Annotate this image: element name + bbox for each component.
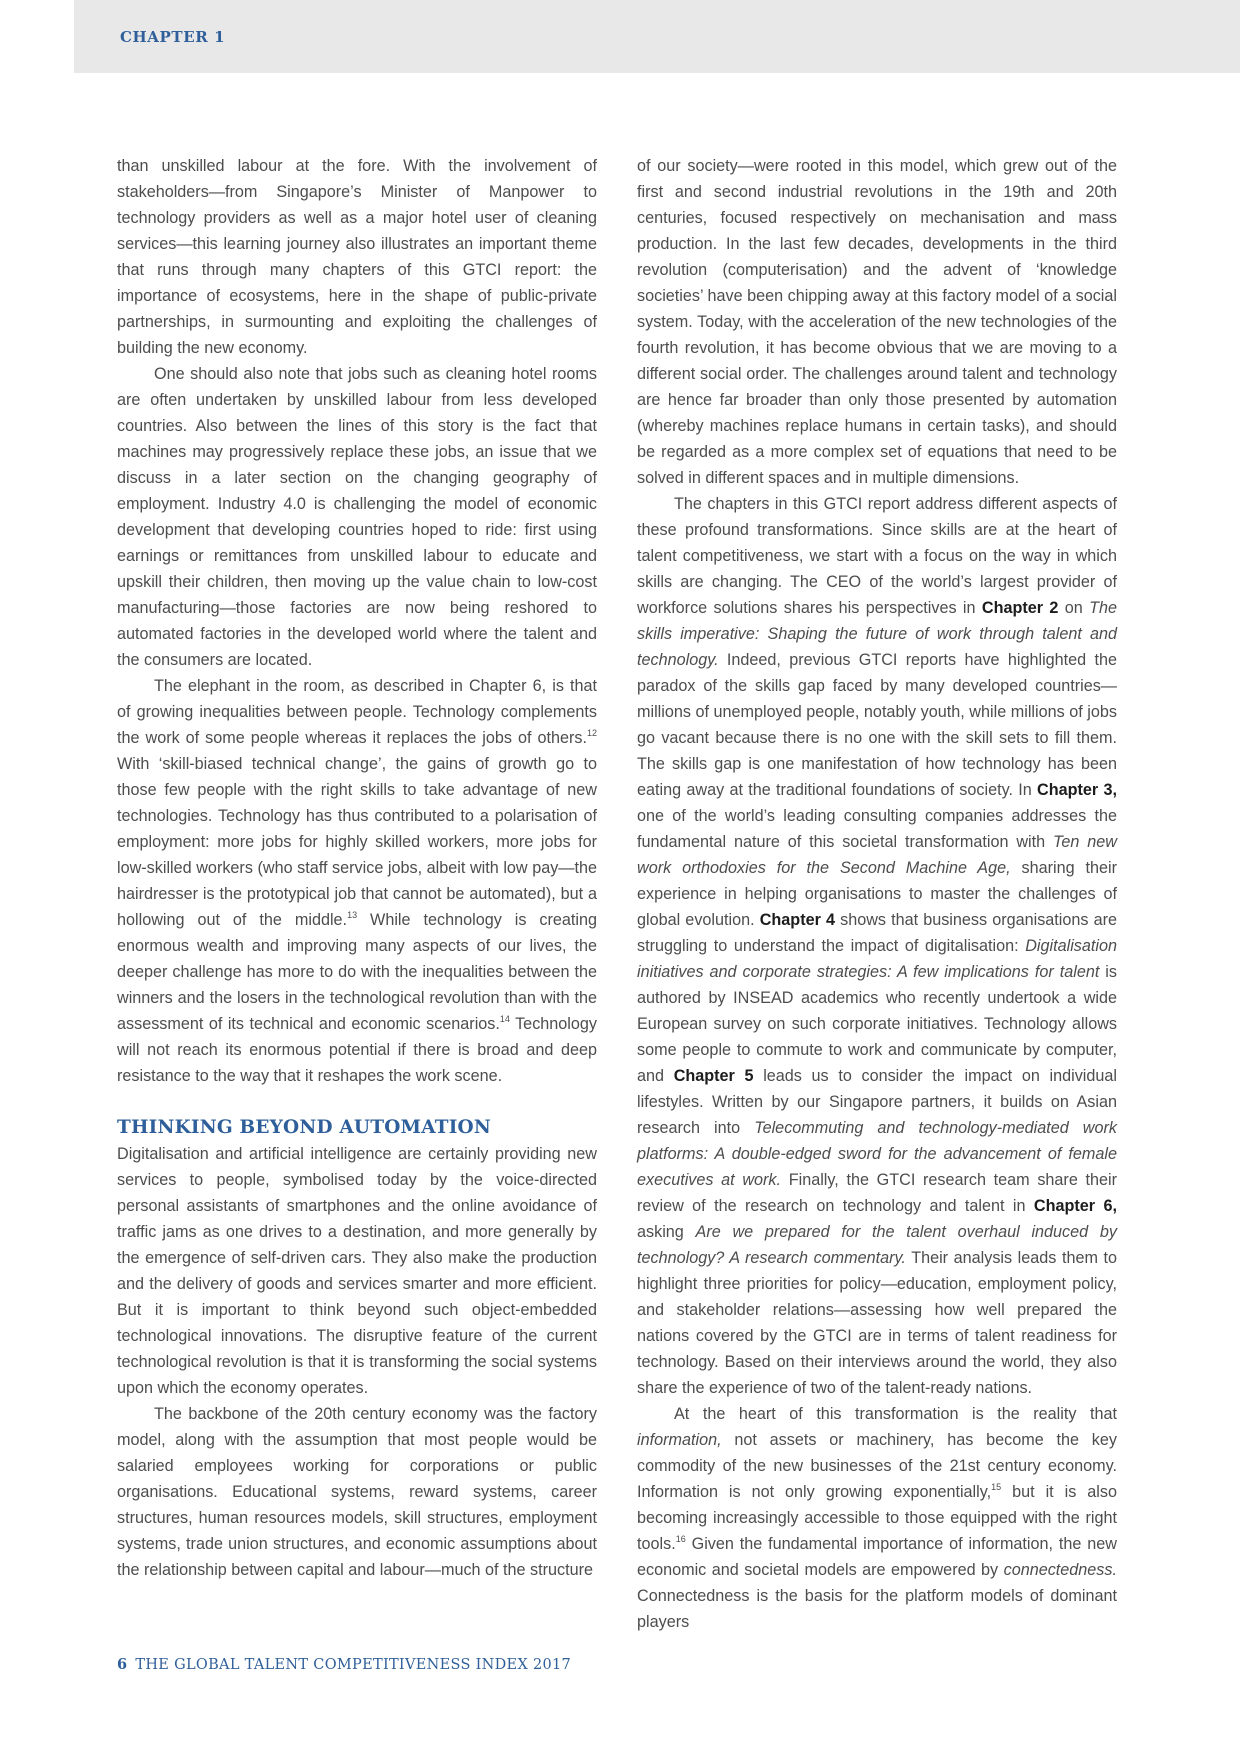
section-heading: THINKING BEYOND AUTOMATION xyxy=(117,1117,491,1138)
chapter-ref: Chapter 2 xyxy=(981,599,1059,617)
text-run: on xyxy=(1058,599,1090,617)
emphasis: information, xyxy=(637,1431,722,1449)
footnote-ref: 14 xyxy=(499,1013,510,1024)
footnote-ref: 15 xyxy=(991,1481,1002,1492)
chapter-ref: Chapter 5 xyxy=(673,1067,754,1085)
left-column xyxy=(117,153,597,1583)
chapter-label: CHAPTER 1 xyxy=(120,28,226,46)
chapter-ref: Chapter 6, xyxy=(1033,1197,1117,1215)
text-run: Their analysis leads them to highlight three priorities for policy—education, employment policy, and stakeholder relations—assessing how well prepared the nations covered by the GTCI are in terms of talent readiness for technology. Based on their interviews around the world, they also share the experience of two of the talent-ready nations. xyxy=(637,1249,1117,1397)
text-run: sharing their experience in helping organisations to master the challenges of global evolution. xyxy=(637,859,1118,929)
chapter-title: The skills imperative: Shaping the future of work through talent and technology. xyxy=(637,599,1117,669)
text-run: not assets or machinery, has become the key commodity of the new businesses of the 21st century economy. Information is not only growing exponentially, xyxy=(637,1431,1117,1501)
chapter-title: Ten new work orthodoxies for the Second Machine Age, xyxy=(637,833,1117,877)
publication-title: THE GLOBAL TALENT COMPETITIVENESS INDEX 2017 xyxy=(135,1657,572,1673)
chapter-ref: Chapter 3, xyxy=(1037,781,1117,799)
text-run: leads us to consider the impact on individual lifestyles. Written by our Singapore partners, it builds on Asian research into xyxy=(637,1067,1118,1137)
text-run: At the heart of this transformation is the reality that xyxy=(674,1405,1117,1423)
footnote-ref: 13 xyxy=(347,909,358,920)
text-run: Given the fundamental importance of information, the new economic and societal models are empowered by xyxy=(637,1535,1117,1579)
text-run: Indeed, previous GTCI reports have highlighted the paradox of the skills gap faced by many developed countries—millions of unemployed people, notably youth, while millions of jobs go vacant because there is no one with the skill sets to fill them. The skills gap is one manifestation of how technology has been eating away at the traditional foundations of society. In xyxy=(637,651,1117,799)
chapter-ref: Chapter 4 xyxy=(759,911,835,929)
paragraph: Digitalisation and artificial intelligence are certainly providing new services to people, symbolised today by the voice-directed personal assistants of smartphones and the online avoidance of traffic jams as one drives to a destination, and more generally by the emergence of self-driven cars. They also make the production and the delivery of goods and services smarter and more efficient. But it is important to think beyond such object-embedded technological innovations. The disruptive feature of the current technological revolution is that it is transforming the social systems upon which the economy operates. xyxy=(117,1145,597,1397)
text-run: Technology will not reach its enormous potential if there is broad and deep resistance to the way that it reshapes the work scene. xyxy=(117,1015,597,1085)
text-run: one of the world’s leading consulting companies addresses the fundamental nature of this societal transformation with xyxy=(637,807,1117,851)
text-run: While technology is creating enormous wealth and improving many aspects of our lives, the deeper challenge has more to do with the inequalities between the winners and the losers in the technological revolution than with the assessment of its technical and economic scenarios. xyxy=(117,911,598,1033)
paragraph xyxy=(637,1401,1117,1635)
paragraph xyxy=(637,491,1117,1401)
page-footer xyxy=(117,1656,571,1673)
text-run: The elephant in the room, as described in Chapter 6, is that of growing inequalities between people. Technology complements the work of some people whereas it replaces the jobs of others. xyxy=(117,677,597,747)
page-number: 6 xyxy=(117,1656,128,1673)
text-run: is authored by INSEAD academics who recently undertook a wide European survey on such corporate initiatives. Technology allows some people to commute to work and communicate by computer, and xyxy=(637,963,1117,1085)
text-run: but it is also becoming increasingly accessible to those equipped with the right tools. xyxy=(637,1483,1117,1553)
chapter-title: Are we prepared for the talent overhaul induced by technology? A research commentary. xyxy=(637,1223,1117,1267)
text-run: Connectedness is the basis for the platform models of dominant players xyxy=(637,1587,1117,1631)
paragraph: One should also note that jobs such as cleaning hotel rooms are often undertaken by unskilled labour from less developed countries. Also between the lines of this story is the fact that machines may progressively replace these jobs, an issue that we discuss in a later section on the changing geography of employment. Industry 4.0 is challenging the model of economic development that developing countries hoped to ride: first using earnings or remittances from unskilled labour to educate and upskill their children, then moving up the value chain to low-cost manufacturing—those factories are now being reshored to automated factories in the developed world where the talent and the consumers are located. xyxy=(117,365,597,669)
paragraph: The backbone of the 20th century economy was the factory model, along with the assumption that most people would be salaried employees working for corporations or public organisations. Educational systems, reward systems, career structures, human resources models, skill structures, employment systems, trade union structures, and economic assumptions about the relationship between capital and labour—much of the structure xyxy=(117,1405,597,1579)
footnote-ref: 16 xyxy=(675,1533,686,1544)
text-run: Finally, the GTCI research team share their review of the research on technology and talent in xyxy=(637,1171,1118,1215)
text-run: The chapters in this GTCI report address different aspects of these profound transformations. Since skills are at the heart of talent competitiveness, we start with a focus on the way in which skills are changing. The CEO of the world’s largest provider of workforce solutions shares his perspectives in xyxy=(637,495,1117,617)
text-run: asking xyxy=(637,1223,696,1241)
right-column xyxy=(637,153,1117,1635)
paragraph: than unskilled labour at the fore. With the involvement of stakeholders—from Singapore’s Minister of Manpower to technology providers as well as a major hotel user of cleaning services—this learning journey also illustrates an important theme that runs through many chapters of this GTCI report: the importance of ecosystems, here in the shape of public-private partnerships, in surmounting and exploiting the challenges of building the new economy. xyxy=(117,157,597,357)
footnote-ref: 12 xyxy=(586,727,597,738)
emphasis: connectedness. xyxy=(1003,1561,1117,1579)
paragraph: of our society—were rooted in this model, which grew out of the first and second industrial revolutions in the 19th and 20th centuries, focused respectively on mechanisation and mass production. In the last few decades, developments in the third revolution (computerisation) and the advent of ‘knowledge societies’ have been chipping away at this factory model of a social system. Today, with the acceleration of the new technologies of the fourth revolution, it has become obvious that we are moving to a different social order. The challenges around talent and technology are hence far broader than only those presented by automation (whereby machines replace humans in certain tasks), and should be regarded as a more complex set of equations that need to be solved in different spaces and in multiple dimensions. xyxy=(637,157,1117,487)
text-run: With ‘skill-biased technical change’, the gains of growth go to those few people with the right skills to take advantage of new technologies. Technology has thus contributed to a polarisation of employment: more jobs for highly skilled workers, more jobs for low-skilled workers (who staff service jobs, albeit with low pay—the hairdresser is the prototypical job that cannot be automated), but a hollowing out of the middle. xyxy=(117,755,597,929)
chapter-title: Telecommuting and technology-mediated work platforms: A double-edged sword for the advancement of female executives at work. xyxy=(637,1119,1117,1189)
header-band xyxy=(74,0,1240,73)
text-run: shows that business organisations are struggling to understand the impact of digitalisation: xyxy=(637,911,1117,955)
chapter-title: Digitalisation initiatives and corporate strategies: A few implications for talent xyxy=(637,937,1117,981)
paragraph xyxy=(117,673,597,1089)
